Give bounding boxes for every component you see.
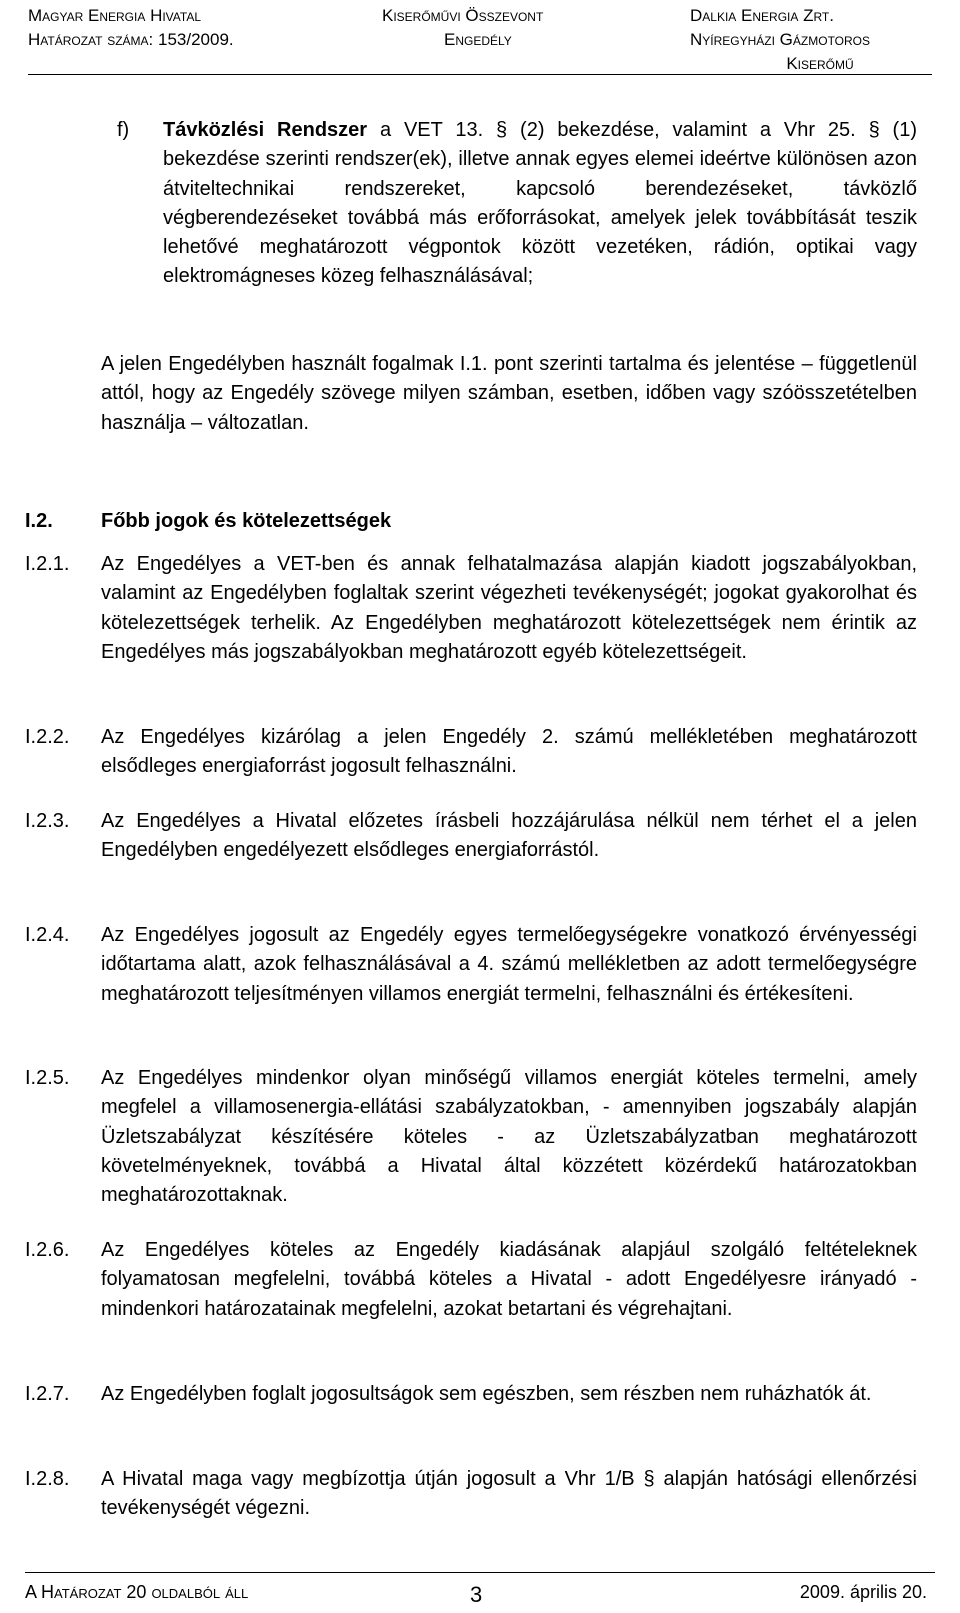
- footer-date: 2009. április 20.: [799, 1582, 927, 1602]
- item-number: I.2.8.: [25, 1468, 70, 1490]
- item-number: I.2.1.: [25, 553, 70, 575]
- footer-page-count: A Határozat 20 oldalból áll: [25, 1582, 249, 1602]
- page-number: 3: [470, 1582, 483, 1607]
- header-plant-2: Kiserőmű: [786, 54, 854, 73]
- item-text: Az Engedélyes a Hivatal előzetes írásbeli hozzájárulása nélkül nem térhet el a jelen Engedélyben engedélyezett elsődleges energiaforrástól.: [101, 810, 917, 862]
- header-right: [690, 4, 940, 76]
- section-title: Főbb jogok és kötelezettségek: [101, 510, 392, 532]
- item-f-paragraph: [163, 116, 917, 292]
- header-left: [28, 4, 338, 52]
- intro-paragraph: A jelen Engedélyben használt fogalmak I.1. pont szerinti tartalma és jelentése – függetlenül attól, hogy az Engedély szövege milyen számban, esetben, időben vagy szóösszetételben használja – változatlan.: [101, 353, 917, 434]
- item-number: I.2.2.: [25, 726, 70, 748]
- item-f-text: a VET 13. § (2) bekezdése, valamint a Vhr 25. § (1) bekezdése szerinti rendszer(ek), illetve annak egyes elemei ideértve különösen azon átviteltechnikai rendszereket, kapcsoló berendezéseket, távközlő végberendezéseket továbbá más erőforrásokat, amelyek jelek továbbítását teszik lehetővé meghatározott végpontok között vezetéken, rádión, optikai vagy elektromágneses közeg felhasználásával;: [163, 119, 918, 288]
- item-number: I.2.5.: [25, 1067, 70, 1089]
- item-text: Az Engedélyes köteles az Engedély kiadásának alapjául szolgáló feltételeknek folyamatosan megfelelni, továbbá köteles a Hivatal - adott Engedélyesre irányadó - mindenkori határozatainak megfelelni, azokat betartani és végrehajtani.: [101, 1239, 917, 1320]
- item-text: Az Engedélyben foglalt jogosultságok sem egészben, sem részben nem ruházhatók át.: [101, 1383, 872, 1405]
- item-f-term: Távközlési Rendszer: [163, 119, 368, 141]
- item-text: A Hivatal maga vagy megbízottja útján jogosult a Vhr 1/B § alapján hatósági ellenőrzési tevékenységét végezni.: [101, 1468, 917, 1520]
- item-text: Az Engedélyes mindenkor olyan minőségű villamos energiát köteles termelni, amely megfelel a villamosenergia-ellátási szabályzatokban, - amennyiben jogszabály alapján Üzletszabályzat készítésére köteles - az Üzletszabályzatban meghatározott követelményeknek, továbbá a Hivatal által közzétett közérdekű határozatokban meghatározottaknak.: [101, 1067, 917, 1207]
- item-text: Az Engedélyes jogosult az Engedély egyes termelőegységekre vonatkozó érvényességi időtartama alatt, azok felhasználásával a 4. számú mellékletben az adott termelőegységre meghatározott teljesítményen villamos energiát termelni, felhasználni és értékesíteni.: [101, 924, 917, 1005]
- item-number: I.2.4.: [25, 924, 70, 946]
- item-number: I.2.7.: [25, 1383, 70, 1405]
- footer-divider: [25, 1572, 935, 1573]
- header-divider: [28, 74, 932, 75]
- item-text: Az Engedélyes kizárólag a jelen Engedély 2. számú mellékletében meghatározott elsődleges energiaforrást jogosult felhasználni.: [101, 726, 917, 778]
- header-company: Dalkia Energia Zrt.: [690, 6, 834, 25]
- header-authority: Magyar Energia Hivatal: [28, 6, 202, 25]
- header-license-type-2: Engedély: [444, 30, 512, 49]
- item-number: I.2.3.: [25, 810, 70, 832]
- page-footer: [25, 1574, 935, 1610]
- header-center: [382, 4, 642, 52]
- item-text: Az Engedélyes a VET-ben és annak felhatalmazása alapján kiadott jogszabályokban, valamint az Engedélyben foglaltak szerint végezheti tevékenységét; jogokat gyakorolhat és kötelezettségek terhelik. Az Engedélyben meghatározott kötelezettségek nem érintik az Engedélyes más jogszabályokban meghatározott egyéb kötelezettségeit.: [101, 553, 917, 663]
- page-header: [0, 4, 960, 76]
- header-decision-number: Határozat száma: 153/2009.: [28, 30, 234, 49]
- section-number: I.2.: [25, 510, 53, 532]
- item-number: I.2.6.: [25, 1239, 70, 1261]
- header-plant: Nyíregyházi Gázmotoros: [690, 30, 871, 49]
- header-license-type: Kiserőművi Összevont: [382, 6, 544, 25]
- item-f-label: f): [117, 119, 130, 141]
